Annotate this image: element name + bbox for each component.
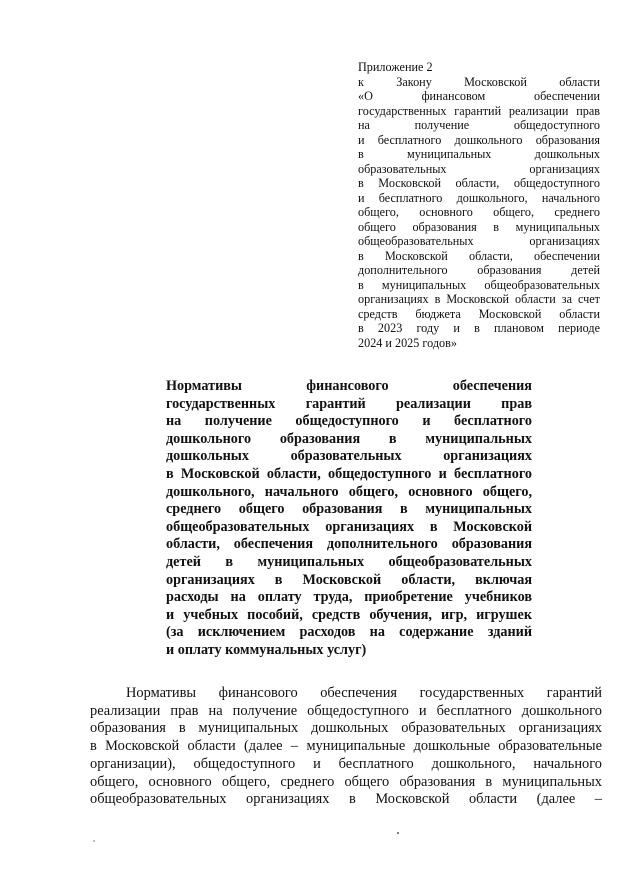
appendix-line: на получение общедоступного (358, 118, 600, 132)
body-line: общего, основного общего, среднего общего образования в муниципальных (90, 773, 602, 790)
title-line: дошкольных образовательных организациях (166, 448, 532, 465)
appendix-line: в 2023 году и в плановом периоде (358, 321, 600, 335)
title-line: детей в муниципальных общеобразовательных (166, 553, 532, 570)
appendix-line: средств бюджета Московской области (358, 306, 600, 321)
document-title (166, 378, 532, 660)
appendix-line: общеобразовательных организациях (358, 234, 600, 248)
title-line: и учебных пособий, средств обучения, игр, игрушек (166, 606, 532, 623)
appendix-line: к Закону Московской области (358, 74, 600, 89)
appendix-line: Приложение 2 (358, 60, 433, 74)
appendix-line: дополнительного образования детей (358, 263, 600, 277)
body-line: Нормативы финансового обеспечения государственных гарантий (126, 685, 602, 701)
appendix-line: в Московской области, обеспечении (358, 248, 600, 263)
title-line: государственных гарантий реализации прав (166, 395, 532, 412)
body-line: организации), общедоступного и бесплатного дошкольного, начального (90, 755, 602, 772)
scan-speck (397, 832, 399, 834)
appendix-line: общего образования в муниципальных (358, 219, 600, 234)
body-line: общеобразовательных организациях в Московской области (далее – (90, 791, 602, 808)
title-line: и оплату коммунальных услуг) (166, 641, 367, 658)
title-line: дошкольного образования в муниципальных (166, 430, 532, 447)
body-line: реализации прав на получение общедоступного и бесплатного дошкольного (90, 702, 602, 719)
title-line: среднего общего образования в муниципальных (166, 501, 532, 518)
appendix-line: общего, основного общего, среднего (358, 205, 600, 219)
appendix-line: и бесплатного дошкольного образования (358, 132, 600, 147)
appendix-line: в муниципальных дошкольных (358, 147, 600, 161)
body-paragraph (90, 685, 602, 809)
title-line: Нормативы финансового обеспечения (166, 378, 532, 394)
appendix-line: в муниципальных общеобразовательных (358, 277, 600, 292)
body-line: образования в муниципальных дошкольных образовательных организациях (90, 720, 602, 737)
title-line: расходы на оплату труда, приобретение учебников (166, 589, 532, 606)
appendix-line: 2024 и 2025 годов» (358, 335, 457, 350)
appendix-line: организациях в Московской области за счет (358, 292, 600, 306)
appendix-line: государственных гарантий реализации прав (358, 103, 600, 118)
title-line: в Московской области, общедоступного и бесплатного (166, 465, 532, 482)
scan-speck (93, 840, 95, 842)
title-line: общеобразовательных организациях в Московской (166, 518, 532, 535)
appendix-header (358, 60, 600, 350)
appendix-line: образовательных организациях (358, 161, 600, 176)
title-line: области, обеспечения дополнительного образования (166, 536, 532, 553)
title-line: дошкольного, начального общего, основного общего, (166, 483, 532, 500)
appendix-line: в Московской области, общедоступного (358, 176, 600, 190)
title-line: (за исключением расходов на содержание зданий (166, 624, 532, 641)
title-line: организациях в Московской области, включая (166, 571, 532, 588)
appendix-line: и бесплатного дошкольного, начального (358, 190, 600, 205)
title-line: на получение общедоступного и бесплатного (166, 413, 532, 430)
body-line: в Московской области (далее – муниципальные дошкольные образовательные (90, 738, 602, 755)
appendix-line: «О финансовом обеспечении (358, 89, 600, 103)
